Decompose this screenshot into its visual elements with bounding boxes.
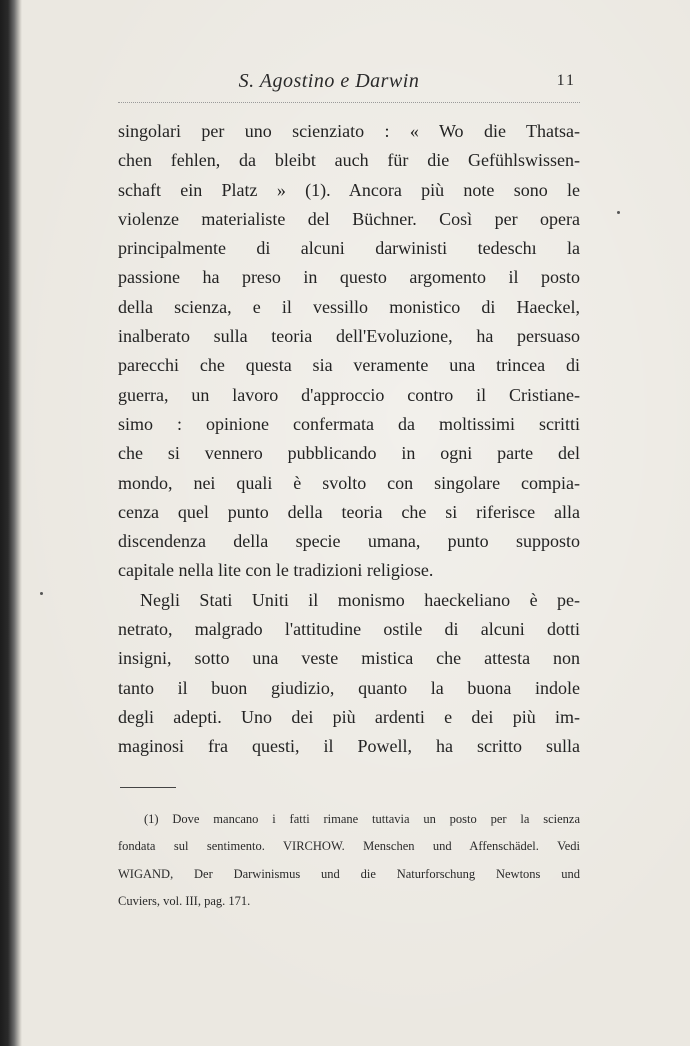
running-header: [118, 68, 580, 103]
body-line: passione ha preso in questo argomento il posto: [118, 267, 580, 288]
body-line: capitale nella lite con le tradizioni religiose.: [118, 560, 434, 581]
body-line: parecchi che questa sia veramente una trincea di: [118, 355, 580, 376]
book-spine-shadow: [0, 0, 22, 1046]
footnote-line: WIGAND, Der Darwinismus und die Naturforschung Newtons und: [118, 866, 580, 881]
body-line: cenza quel punto della teoria che si riferisce alla: [118, 501, 580, 522]
body-line: degli adepti. Uno dei più ardenti e dei più im-: [118, 706, 580, 727]
body-text: [118, 117, 580, 762]
body-line: guerra, un lavoro d'approccio contro il Cristiane-: [118, 384, 580, 405]
running-title: S. Agostino e Darwin: [238, 70, 420, 92]
body-line: maginosi fra questi, il Powell, ha scritto sulla: [118, 736, 580, 757]
footnote-line: fondata sul sentimento. VIRCHOW. Menschen und Affenschädel. Vedi: [118, 839, 580, 854]
body-line: discendenza della specie umana, punto supposto: [118, 531, 580, 552]
body-line: della scienza, e il vessillo monistico di Haeckel,: [118, 296, 580, 317]
body-line: schaft ein Platz » (1). Ancora più note sono le: [118, 179, 580, 200]
body-line: singolari per uno scienziato : « Wo die Thatsa-: [118, 121, 580, 141]
body-line: netrato, malgrado l'attitudine ostile di alcuni dotti: [118, 619, 580, 640]
body-line: che si vennero pubblicando in ogni parte del: [118, 443, 580, 464]
body-line: principalmente di alcuni darwinisti tedeschı la: [118, 238, 580, 259]
body-line: tanto il buon giudizio, quanto la buona indole: [118, 677, 580, 698]
body-line: Negli Stati Uniti il monismo haeckeliano è pe-: [140, 589, 580, 610]
body-line: insigni, sotto una veste mistica che attesta non: [118, 648, 580, 669]
paper-speck: [617, 211, 620, 214]
body-line: mondo, nei quali è svolto con singolare compia-: [118, 472, 580, 493]
footnote: [118, 806, 580, 915]
body-line: simo : opinione confermata da moltissimi scritti: [118, 413, 580, 434]
body-line: chen fehlen, da bleibt auch für die Gefühlswissen-: [118, 150, 580, 171]
paper-speck: [40, 592, 43, 595]
body-line: violenze materialiste del Büchner. Così per opera: [118, 208, 580, 229]
footnote-separator: [120, 787, 176, 788]
page-number: 11: [556, 72, 576, 89]
body-line: inalberato sulla teoria dell'Evoluzione, ha persuaso: [118, 326, 580, 347]
footnote-line: Cuviers, vol. III, pag. 171.: [118, 893, 251, 908]
footnote-line: (1) Dove mancano i fatti rimane tuttavia un posto per la scienza: [144, 812, 580, 826]
